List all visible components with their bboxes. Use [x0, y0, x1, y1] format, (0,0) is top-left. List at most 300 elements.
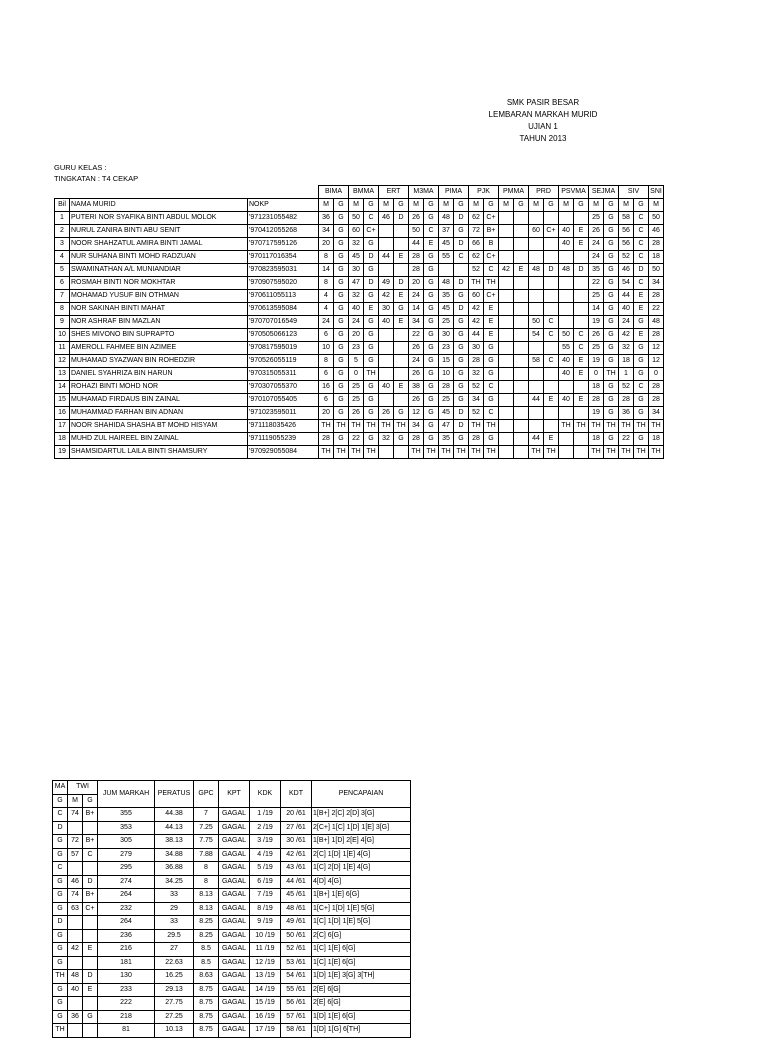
jum-markah: 181 — [98, 956, 155, 970]
mark-cell — [559, 303, 574, 316]
mark-cell: 26 — [379, 407, 394, 420]
grade-cell: G — [394, 303, 409, 316]
ma-grade: TH — [53, 970, 68, 984]
grade-cell: G — [424, 251, 439, 264]
mark-cell: 28 — [649, 290, 664, 303]
g-header: G — [574, 199, 589, 212]
grade-cell: E — [394, 381, 409, 394]
kdt: 20 /61 — [281, 808, 312, 822]
row-number: 13 — [55, 368, 70, 381]
twi-grade — [83, 997, 98, 1011]
pencapaian: 1[B+] 2[C] 2[D] 3[G] — [312, 808, 411, 822]
kdt: 30 /61 — [281, 835, 312, 849]
student-name: ROHAZI BINTI MOHD NOR — [70, 381, 248, 394]
bil-header: Bil — [55, 199, 70, 212]
student-nokp: '971231055482 — [248, 212, 319, 225]
grade-cell: G — [454, 381, 469, 394]
mark-cell: 18 — [589, 381, 604, 394]
student-name: NOR SAKINAH BINTI MAHAT — [70, 303, 248, 316]
mark-cell: TH — [529, 446, 544, 459]
grade-cell — [514, 368, 529, 381]
nokp-header: NOKP — [248, 199, 319, 212]
g-header: G — [454, 199, 469, 212]
mark-cell: 20 — [319, 238, 334, 251]
subject-header: SIV — [619, 186, 649, 199]
jum-markah: 216 — [98, 943, 155, 957]
pencapaian: 1[C+] 1[D] 1[E] 5[G] — [312, 902, 411, 916]
mark-cell: 40 — [559, 225, 574, 238]
grade-cell: G — [604, 394, 619, 407]
student-nokp: '970929055084 — [248, 446, 319, 459]
gpc: 8.25 — [194, 916, 219, 930]
student-row — [55, 407, 664, 420]
peratus: 29.5 — [155, 929, 194, 943]
mark-cell — [529, 407, 544, 420]
gpc: 7.75 — [194, 835, 219, 849]
m-header: M — [619, 199, 634, 212]
mark-cell: 52 — [619, 251, 634, 264]
exam-name: UJIAN 1 — [528, 122, 558, 131]
mark-cell: 28 — [649, 394, 664, 407]
grade-cell — [514, 251, 529, 264]
student-nokp: '970526055119 — [248, 355, 319, 368]
mark-cell: 30 — [469, 342, 484, 355]
grade-cell: G — [454, 225, 469, 238]
grade-cell: G — [484, 342, 499, 355]
student-row — [55, 264, 664, 277]
twi-mark — [68, 1024, 83, 1038]
grade-cell: G — [604, 238, 619, 251]
summary-row — [53, 1024, 411, 1038]
grade-cell: G — [334, 433, 349, 446]
student-row — [55, 355, 664, 368]
mark-cell: 32 — [469, 368, 484, 381]
summary-table-body — [53, 808, 411, 1038]
mark-cell: 6 — [319, 329, 334, 342]
student-nokp: '970907595020 — [248, 277, 319, 290]
kpt: GAGAL — [219, 916, 250, 930]
mark-cell: 26 — [589, 225, 604, 238]
twi-grade: B+ — [83, 889, 98, 903]
mark-cell: TH — [589, 446, 604, 459]
summary-row — [53, 848, 411, 862]
mark-cell: 56 — [619, 238, 634, 251]
gpc: 8.75 — [194, 1024, 219, 1038]
grade-cell: C — [634, 277, 649, 290]
student-row — [55, 433, 664, 446]
mark-cell: 20 — [349, 329, 364, 342]
mark-cell: 30 — [349, 264, 364, 277]
ma-grade: G — [53, 983, 68, 997]
mark-cell: 50 — [649, 212, 664, 225]
grade-cell: D — [364, 277, 379, 290]
grade-cell — [574, 316, 589, 329]
mark-cell: 54 — [529, 329, 544, 342]
mark-cell — [529, 238, 544, 251]
grade-cell: C+ — [544, 225, 559, 238]
student-nokp: '970613595084 — [248, 303, 319, 316]
peratus: 44.38 — [155, 808, 194, 822]
grade-cell: C — [634, 381, 649, 394]
mark-cell: 28 — [319, 433, 334, 446]
mark-cell: 60 — [469, 290, 484, 303]
grade-cell: D — [574, 264, 589, 277]
grade-cell: C — [454, 251, 469, 264]
ma-header: MA — [53, 781, 68, 795]
grade-cell: G — [334, 212, 349, 225]
kdt: 57 /61 — [281, 1010, 312, 1024]
grade-cell: G — [364, 264, 379, 277]
grade-cell — [514, 381, 529, 394]
grade-cell — [394, 238, 409, 251]
row-number: 11 — [55, 342, 70, 355]
gpc: 8.63 — [194, 970, 219, 984]
grade-cell: G — [364, 342, 379, 355]
mark-cell — [499, 368, 514, 381]
grade-cell: G — [454, 290, 469, 303]
twi-mark — [68, 821, 83, 835]
mark-cell: 44 — [529, 394, 544, 407]
kpt: GAGAL — [219, 929, 250, 943]
mark-cell: 25 — [349, 394, 364, 407]
student-nokp: '971118035426 — [248, 420, 319, 433]
mark-cell: TH — [619, 446, 634, 459]
grade-cell: C — [544, 316, 559, 329]
grade-cell: TH — [604, 420, 619, 433]
mark-cell: 26 — [589, 329, 604, 342]
grade-cell — [514, 225, 529, 238]
mark-cell: 25 — [589, 212, 604, 225]
mark-cell: 48 — [559, 264, 574, 277]
grade-cell — [544, 381, 559, 394]
grade-cell: C — [484, 407, 499, 420]
mark-cell: 42 — [469, 316, 484, 329]
jum-markah: 81 — [98, 1024, 155, 1038]
m-header: M — [469, 199, 484, 212]
subject-header: BIMA — [319, 186, 349, 199]
student-nokp: '971119055239 — [248, 433, 319, 446]
grade-cell: G — [334, 277, 349, 290]
peratus: 27.25 — [155, 1010, 194, 1024]
kpt: GAGAL — [219, 983, 250, 997]
ma-grade: G — [53, 835, 68, 849]
mark-cell — [559, 290, 574, 303]
student-nokp: '970107055405 — [248, 394, 319, 407]
kpt: GAGAL — [219, 889, 250, 903]
grade-cell — [544, 407, 559, 420]
grade-cell: G — [454, 394, 469, 407]
m-header: M — [559, 199, 574, 212]
summary-row — [53, 902, 411, 916]
twi-mark: 42 — [68, 943, 83, 957]
mark-cell — [559, 277, 574, 290]
exam-year: TAHUN 2013 — [519, 134, 567, 143]
kdk: 10 /19 — [250, 929, 281, 943]
pencapaian: 1[D] 1[G] 6[TH] — [312, 1024, 411, 1038]
mark-cell: 24 — [409, 290, 424, 303]
mark-cell: 28 — [589, 394, 604, 407]
mark-cell: 42 — [469, 303, 484, 316]
mark-cell: 24 — [619, 316, 634, 329]
grade-cell — [514, 316, 529, 329]
mark-cell: 28 — [619, 394, 634, 407]
kpt: GAGAL — [219, 1024, 250, 1038]
grade-cell: TH — [604, 368, 619, 381]
mark-cell — [529, 277, 544, 290]
mark-cell — [499, 290, 514, 303]
student-row — [55, 329, 664, 342]
mark-cell: 48 — [529, 264, 544, 277]
grade-cell: G — [634, 407, 649, 420]
grade-cell — [514, 394, 529, 407]
mark-cell — [499, 329, 514, 342]
summary-row — [53, 808, 411, 822]
jum-markah: 353 — [98, 821, 155, 835]
ma-grade: G — [53, 943, 68, 957]
mark-cell: 44 — [409, 238, 424, 251]
grade-cell: B+ — [484, 225, 499, 238]
twi-grade — [83, 929, 98, 943]
mark-cell: 10 — [319, 342, 334, 355]
mark-cell: 55 — [559, 342, 574, 355]
mark-cell: 58 — [529, 355, 544, 368]
grade-cell: C+ — [364, 225, 379, 238]
mark-cell — [499, 355, 514, 368]
row-number: 2 — [55, 225, 70, 238]
peratus: 27 — [155, 943, 194, 957]
grade-cell: G — [364, 394, 379, 407]
grade-cell: G — [454, 355, 469, 368]
g-header: G — [364, 199, 379, 212]
grade-cell: G — [334, 407, 349, 420]
grade-cell — [514, 420, 529, 433]
mark-cell: 50 — [529, 316, 544, 329]
student-name: SWAMINATHAN A/L MUNIANDIAR — [70, 264, 248, 277]
summary-row — [53, 929, 411, 943]
grade-cell — [574, 446, 589, 459]
ma-grade: G — [53, 875, 68, 889]
mark-cell: 50 — [349, 212, 364, 225]
jum-markah: 222 — [98, 997, 155, 1011]
g-header: G — [634, 199, 649, 212]
mark-cell: 50 — [559, 329, 574, 342]
mark-cell: 20 — [409, 277, 424, 290]
grade-cell: G — [454, 368, 469, 381]
student-name: SHAMSIDARTUL LAILA BINTI SHAMSURY — [70, 446, 248, 459]
grade-cell: E — [364, 303, 379, 316]
grade-cell: G — [424, 290, 439, 303]
mark-cell: 62 — [469, 212, 484, 225]
ma-grade: D — [53, 821, 68, 835]
mark-cell — [529, 381, 544, 394]
peratus: 29.13 — [155, 983, 194, 997]
mark-cell: 28 — [409, 433, 424, 446]
twi-g-header: G — [83, 794, 98, 808]
mark-cell: 10 — [439, 368, 454, 381]
gpc: 8 — [194, 875, 219, 889]
row-number: 14 — [55, 381, 70, 394]
grade-cell: G — [604, 264, 619, 277]
pencapaian-header: PENCAPAIAN — [312, 781, 411, 808]
grade-cell: G — [334, 264, 349, 277]
m-header: M — [409, 199, 424, 212]
m-header: M — [589, 199, 604, 212]
mark-cell: 44 — [619, 290, 634, 303]
kdt: 58 /61 — [281, 1024, 312, 1038]
mark-cell: 22 — [619, 433, 634, 446]
grade-cell — [544, 420, 559, 433]
peratus: 38.13 — [155, 835, 194, 849]
mark-cell: 34 — [649, 407, 664, 420]
grade-cell — [544, 290, 559, 303]
gpc: 8.75 — [194, 1010, 219, 1024]
mark-cell: 0 — [649, 368, 664, 381]
twi-mark — [68, 916, 83, 930]
kdk: 1 /19 — [250, 808, 281, 822]
grade-cell: G — [634, 368, 649, 381]
grade-cell: C — [574, 342, 589, 355]
kdt: 56 /61 — [281, 997, 312, 1011]
grade-cell: G — [364, 407, 379, 420]
grade-cell — [394, 446, 409, 459]
grade-cell: TH — [364, 420, 379, 433]
mark-cell: 12 — [409, 407, 424, 420]
kpt: GAGAL — [219, 821, 250, 835]
twi-mark: 36 — [68, 1010, 83, 1024]
kpt: GAGAL — [219, 848, 250, 862]
class-teacher-label: GURU KELAS : — [54, 163, 107, 172]
mark-cell — [559, 251, 574, 264]
mark-cell: 30 — [439, 329, 454, 342]
mark-cell — [379, 446, 394, 459]
mark-cell: TH — [469, 420, 484, 433]
grade-cell: G — [484, 355, 499, 368]
grade-cell: G — [334, 342, 349, 355]
grade-cell — [574, 212, 589, 225]
peratus: 36.88 — [155, 862, 194, 876]
mark-cell — [529, 368, 544, 381]
twi-header: TWI — [68, 781, 98, 795]
grade-cell: E — [394, 290, 409, 303]
mark-cell — [499, 316, 514, 329]
grade-cell: TH — [424, 446, 439, 459]
ma-g-header: G — [53, 794, 68, 808]
mark-cell — [439, 264, 454, 277]
summary-row — [53, 916, 411, 930]
grade-cell — [514, 446, 529, 459]
grade-cell: C+ — [484, 290, 499, 303]
grade-cell: G — [424, 381, 439, 394]
jum-markah: 218 — [98, 1010, 155, 1024]
grade-cell — [544, 303, 559, 316]
mark-cell: 42 — [499, 264, 514, 277]
ma-grade: G — [53, 902, 68, 916]
student-nokp: '970823595031 — [248, 264, 319, 277]
row-number: 4 — [55, 251, 70, 264]
mark-cell: 37 — [439, 225, 454, 238]
mark-cell: 28 — [649, 381, 664, 394]
grade-cell: G — [484, 368, 499, 381]
kdk: 6 /19 — [250, 875, 281, 889]
mark-cell: 16 — [319, 381, 334, 394]
grade-cell: G — [364, 355, 379, 368]
twi-grade: E — [83, 943, 98, 957]
student-row — [55, 290, 664, 303]
student-nokp: '970817595019 — [248, 342, 319, 355]
grade-cell: G — [604, 277, 619, 290]
twi-mark — [68, 929, 83, 943]
mark-cell: TH — [379, 420, 394, 433]
row-number: 9 — [55, 316, 70, 329]
grade-cell: G — [424, 264, 439, 277]
grade-cell: C+ — [484, 251, 499, 264]
summary-row — [53, 943, 411, 957]
mark-cell: 40 — [379, 381, 394, 394]
kdk: 7 /19 — [250, 889, 281, 903]
pencapaian: 4[D] 4[G] — [312, 875, 411, 889]
mark-cell: 44 — [529, 433, 544, 446]
mark-cell: 28 — [409, 251, 424, 264]
grade-cell: TH — [364, 368, 379, 381]
grade-cell: TH — [394, 420, 409, 433]
grade-cell: G — [604, 433, 619, 446]
grade-cell: G — [334, 238, 349, 251]
twi-grade — [83, 821, 98, 835]
grade-cell: TH — [484, 446, 499, 459]
grade-cell — [574, 277, 589, 290]
mark-cell: 36 — [619, 407, 634, 420]
pencapaian: 2[C] 6[G] — [312, 929, 411, 943]
mark-cell: 25 — [439, 316, 454, 329]
peratus: 10.13 — [155, 1024, 194, 1038]
mark-cell: 18 — [619, 355, 634, 368]
kdt: 50 /61 — [281, 929, 312, 943]
grade-cell: G — [334, 368, 349, 381]
grade-cell: D — [454, 407, 469, 420]
subject-header: PJK — [469, 186, 499, 199]
grade-cell: G — [424, 355, 439, 368]
grade-cell — [514, 212, 529, 225]
grade-cell — [574, 251, 589, 264]
kpt: GAGAL — [219, 970, 250, 984]
kdk: 2 /19 — [250, 821, 281, 835]
grade-cell: G — [604, 355, 619, 368]
twi-mark — [68, 956, 83, 970]
mark-cell — [559, 446, 574, 459]
grade-cell: E — [634, 303, 649, 316]
pencapaian: 1[C] 1[D] 1[E] 5[G] — [312, 916, 411, 930]
row-number: 1 — [55, 212, 70, 225]
mark-cell: 35 — [589, 264, 604, 277]
mg-header-row — [55, 199, 664, 212]
grade-cell: E — [394, 316, 409, 329]
jum-markah-header: JUM MARKAH — [98, 781, 155, 808]
twi-grade: C+ — [83, 902, 98, 916]
student-row — [55, 368, 664, 381]
mark-cell — [379, 355, 394, 368]
kpt: GAGAL — [219, 875, 250, 889]
mark-cell — [379, 225, 394, 238]
grade-cell: G — [604, 251, 619, 264]
ma-grade: C — [53, 808, 68, 822]
m-header: M — [319, 199, 334, 212]
grade-cell: E — [514, 264, 529, 277]
mark-cell: 26 — [409, 212, 424, 225]
twi-grade: B+ — [83, 835, 98, 849]
grade-cell: D — [364, 251, 379, 264]
peratus: 22.63 — [155, 956, 194, 970]
kdk: 3 /19 — [250, 835, 281, 849]
